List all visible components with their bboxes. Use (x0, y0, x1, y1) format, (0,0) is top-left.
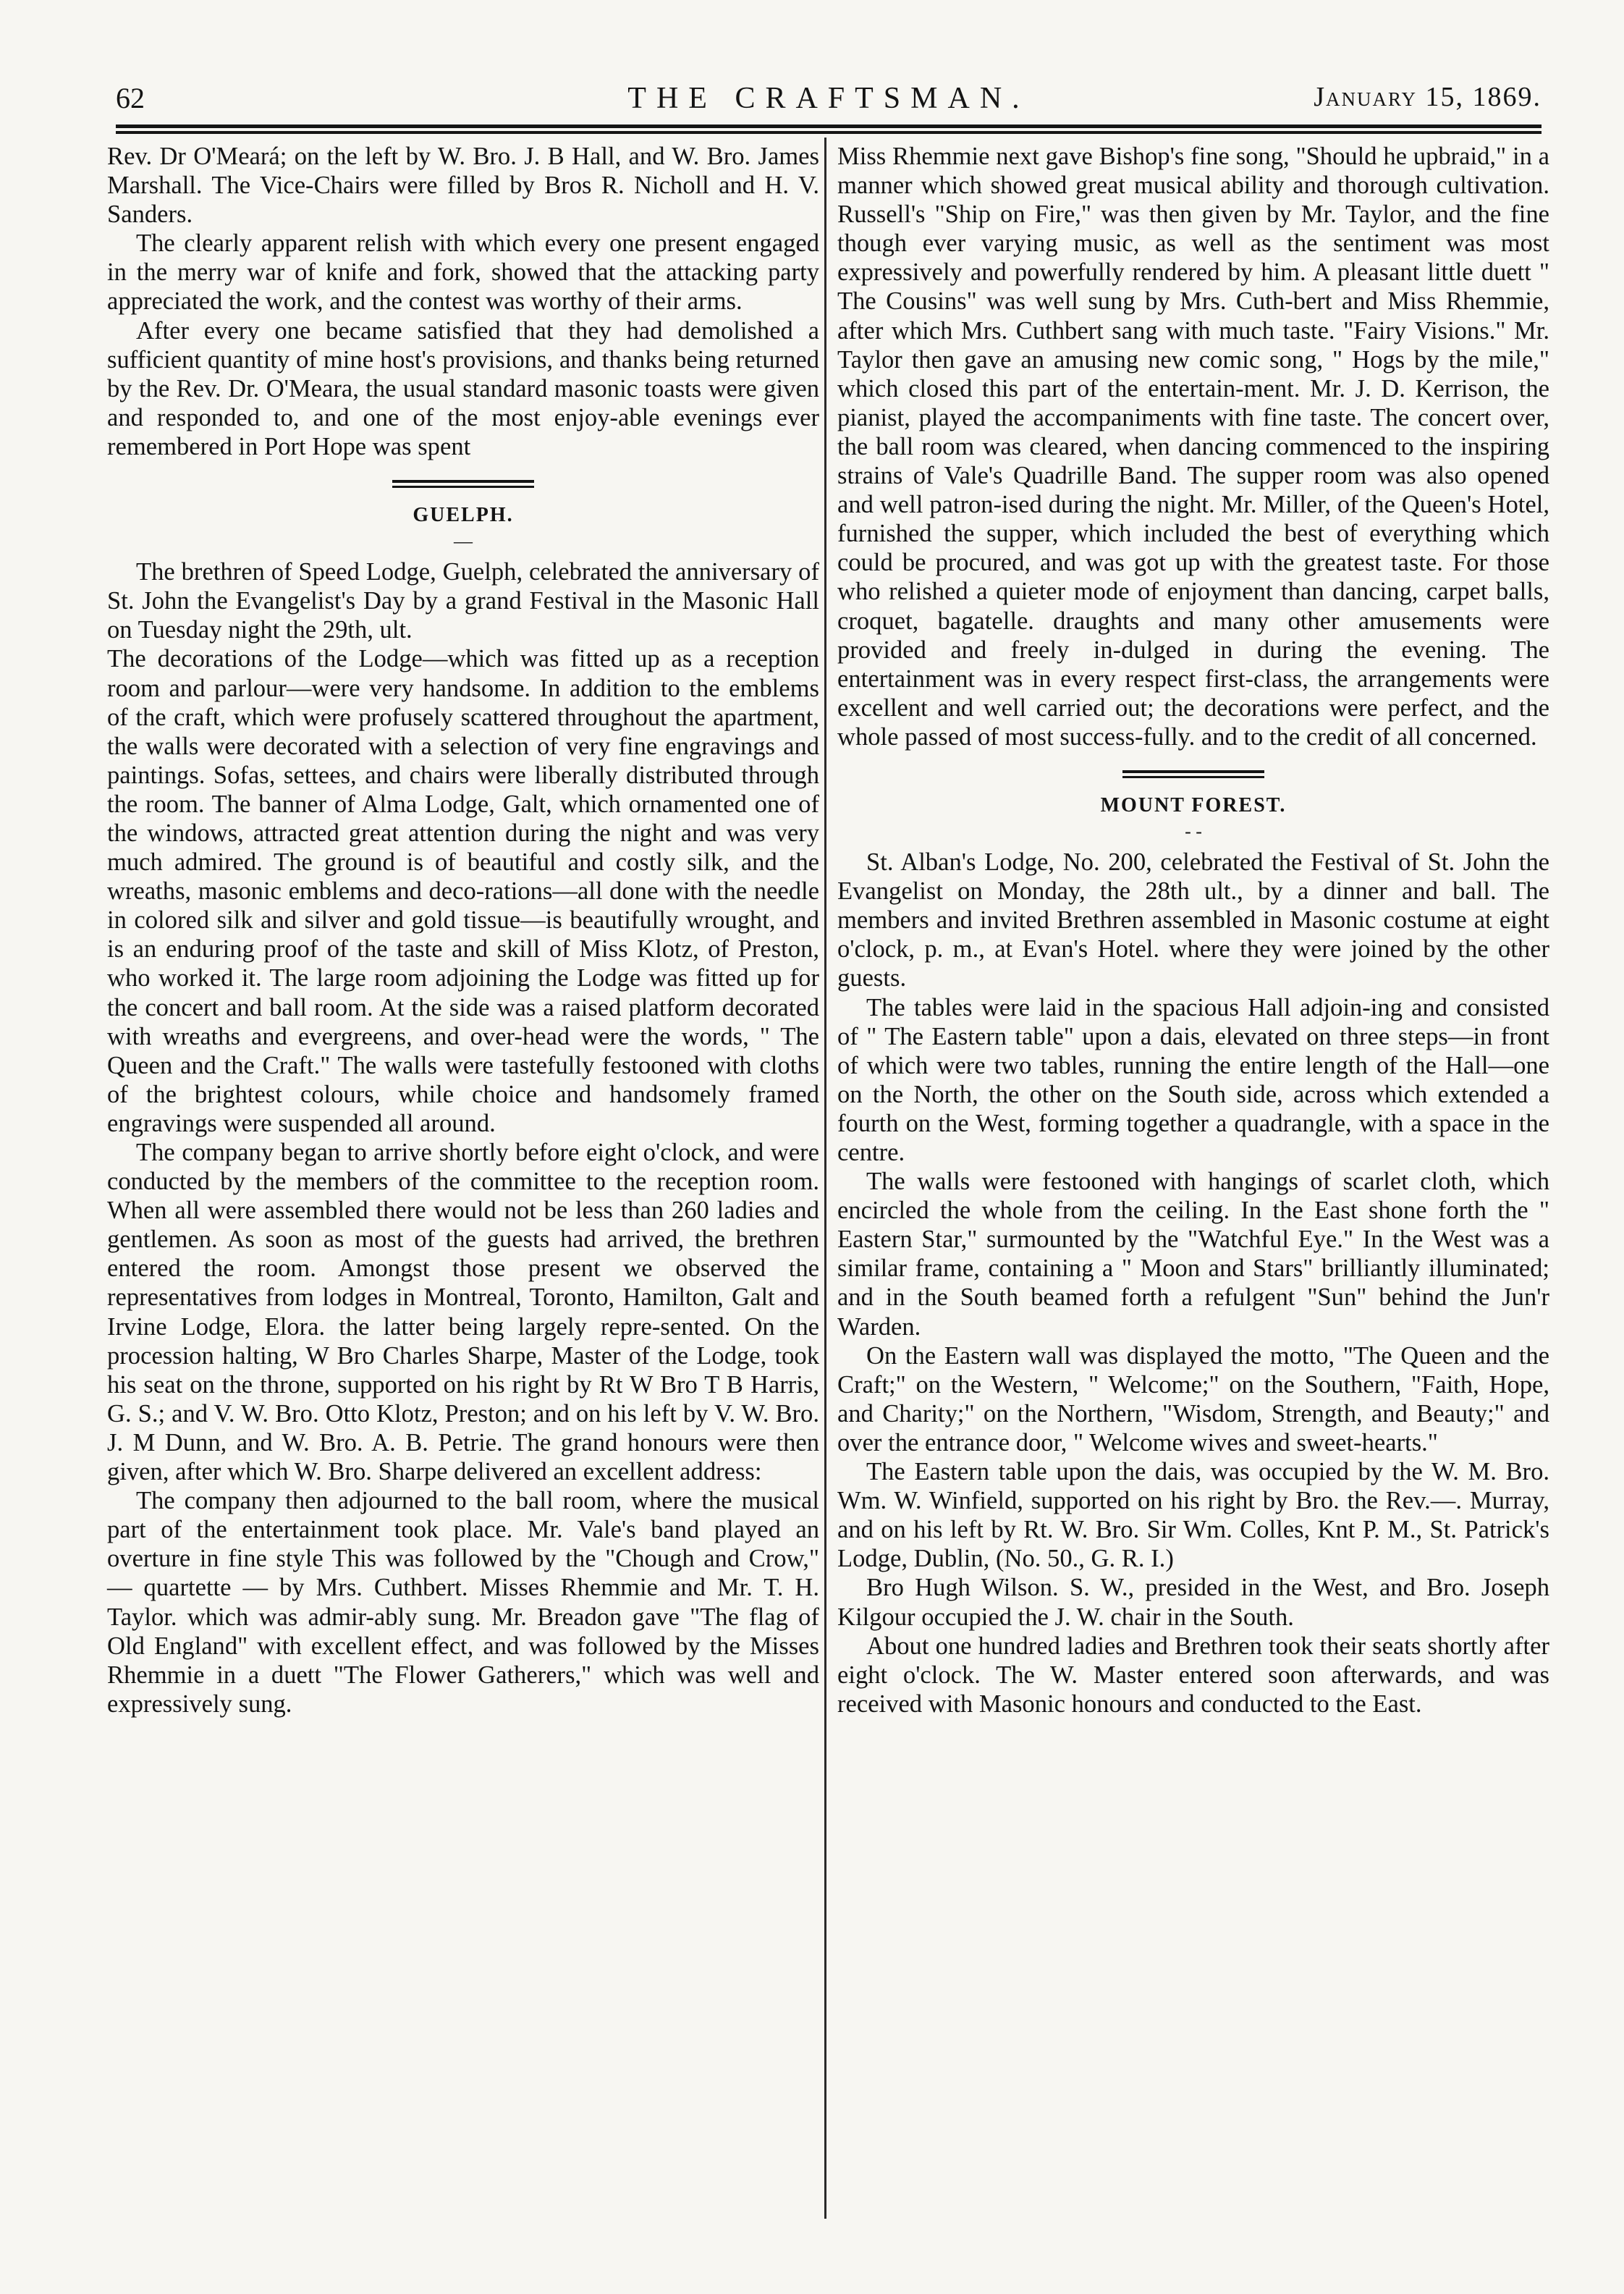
section-heading-mount-forest: MOUNT FOREST. (1100, 793, 1287, 817)
article-paragraph: The company then adjourned to the ball room, where the musical part of the entertainment took place. Mr. Vale's band played an overture in fine style This was followed by the "Chough and Crow," — quartette — by Mrs. Cuthbert. Misses Rhemmie and Mr. T. H. Taylor. which was admir-ably sung. Mr. Breadon gave "The flag of Old England" with excellent effect, and was followed by the Misses Rhemmie in a duett "The Flower Gatherers," which was well and expressively sung. (107, 1487, 819, 1718)
article-paragraph: The decorations of the Lodge—which was fitted up as a reception room and parlour—were very handsome. In addition to the emblems of the craft, which were profusely scattered throughout the apartment, the walls were decorated with a selection of very fine engravings and paintings. Sofas, settees, and chairs were liberally distributed through the room. The banner of Alma Lodge, Galt, which ornamented one of the windows, attracted great attention during the night and was very much admired. The ground is of beautiful and costly silk, and the wreaths, masonic emblems and deco-rations—all done with the needle in colored silk and silver and gold tissue—is beautifully wrought, and is an enduring proof of the taste and skill of Miss Klotz, of Preston, who worked it. The large room adjoining the Lodge was fitted up for the concert and ball room. At the side was a raised platform decorated with wreaths and evergreens, and over-head were the words, " The Queen and the Craft." The walls were tastefully festooned with cloths of the brightest colours, while choice and handsomely framed engravings were suspended all around. (107, 645, 819, 1137)
left-column (107, 142, 819, 1719)
page-header (116, 81, 1541, 125)
right-column (837, 142, 1549, 1719)
publication-title: THE CRAFTSMAN. (627, 82, 1030, 115)
article-paragraph: The tables were laid in the spacious Hall adjoin-ing and consisted of " The Eastern table" upon a dais, elevated on three steps—in front of which were two tables, running the entire length of the Hall—one on the North, the other on the South side, across which extended a fourth on the West, forming together a quadrangle, with a space in the centre. (837, 993, 1549, 1166)
header-rule-thin (116, 131, 1541, 134)
article-paragraph: The walls were festooned with hangings of scarlet cloth, which encircled the whole from the ceiling. In the East shone forth the " Eastern Star," surmounted by the "Watchful Eye." In the West was a similar frame, containing a " Moon and Stars" brilliantly illuminated; and in the South beamed forth a refulgent "Sun" behind the Jun'r Warden. (837, 1168, 1549, 1341)
article-paragraph: The brethren of Speed Lodge, Guelph, celebrated the anniversary of St. John the Evangelist's Day by a grand Festival in the Masonic Hall on Tuesday night the 29th, ult. (107, 558, 819, 644)
section-separator (107, 480, 819, 488)
article-paragraph: St. Alban's Lodge, No. 200, celebrated the Festival of St. John the Evangelist on Monday, the 28th ult., by a dinner and ball. The members and invited Brethren assembled in Masonic costume at eight o'clock, p. m., at Evan's Hotel. where they were joined by the other guests. (837, 848, 1549, 992)
section-separator (837, 770, 1549, 778)
article-paragraph: The Eastern table upon the dais, was occupied by the W. M. Bro. Wm. W. Winfield, supported on his right by Bro. the Rev.—. Murray, and on his left by Rt. W. Bro. Sir Wm. Colles, Knt P. M., St. Patrick's Lodge, Dublin, (No. 50., G. R. I.) (837, 1458, 1549, 1573)
section-dash: — (454, 531, 473, 552)
article-paragraph: About one hundred ladies and Brethren took their seats shortly after eight o'clock. The W. Master entered soon afterwards, and was received with Masonic honours and conducted to the East. (837, 1632, 1549, 1718)
column-divider (824, 138, 826, 2219)
page-number: 62 (116, 82, 145, 114)
article-paragraph: The company began to arrive shortly before eight o'clock, and were conducted by the members of the committee to the reception room. When all were assembled there would not be less than 260 ladies and gentlemen. As soon as most of the guests had arrived, the brethren entered the room. Amongst those present we observed the representatives from lodges in Montreal, Toronto, Hamilton, Galt and Irvine Lodge, Elora. the latter being largely repre-sented. On the procession halting, W Bro Charles Sharpe, Master of the Lodge, took his seat on the throne, supported on his right by Rt W Bro T B Harris, G. S.; and V. W. Bro. Otto Klotz, Preston; and on his left by V. W. Bro. J. M Dunn, and W. Bro. A. B. Petrie. The grand honours were then given, after which W. Bro. Sharpe delivered an excellent address: (107, 1139, 819, 1486)
header-rule-thick (116, 125, 1541, 128)
issue-date: January 15, 1869. (1314, 82, 1541, 112)
section-heading-guelph: GUELPH. (413, 504, 514, 527)
article-paragraph: Miss Rhemmie next gave Bishop's fine song, "Should he upbraid," in a manner which showed great musical ability and thorough cultivation. Russell's "Ship on Fire," was then given by Mr. Taylor, and the fine though ever varying music, as well as the sentiment was most expressively and powerfully rendered by him. A pleasant little duett " The Cousins" was well sung by Mrs. Cuth-bert and Miss Rhemmie, after which Mrs. Cuthbert sang with much taste. "Fairy Visions." Mr. Taylor then gave an amusing new comic song, " Hogs by the mile," which closed this part of the entertain-ment. Mr. J. D. Kerrison, the pianist, played the accompaniments with fine taste. The concert over, the ball room was cleared, when dancing commenced to the inspiring strains of Vale's Quadrille Band. The supper room was also opened and well patron-ised during the night. Mr. Miller, of the Queen's Hotel, furnished the supper, which included the best of everything which could be procured, and was got up with the greatest taste. For those who relished a quieter mode of enjoyment than dancing, carpet balls, croquet, bagatelle. draughts and many other amusements were provided and freely in-dulged in during the evening. The entertainment was in every respect first-class, the arrangements were excellent and well carried out; the decorations were perfect, and the whole passed of most success-fully. and to the credit of all concerned. (837, 143, 1549, 751)
article-paragraph: Bro Hugh Wilson. S. W., presided in the West, and Bro. Joseph Kilgour occupied the J. W. chair in the South. (837, 1574, 1549, 1631)
article-paragraph: Rev. Dr O'Meará; on the left by W. Bro. J. B Hall, and W. Bro. James Marshall. The Vice-Chairs were filled by Bros R. Nicholl and H. V. Sanders. (107, 143, 819, 229)
article-paragraph: The clearly apparent relish with which every one present engaged in the merry war of knife and fork, showed that the attacking party appreciated the work, and the contest was worthy of their arms. (107, 229, 819, 316)
article-paragraph: On the Eastern wall was displayed the motto, "The Queen and the Craft;" on the Western, " Welcome;" on the Southern, "Faith, Hope, and Charity;" on the Northern, "Wisdom, Strength, and Beauty;" and over the entrance door, " Welcome wives and sweet-hearts." (837, 1341, 1549, 1456)
section-dash: - - (1185, 821, 1202, 843)
article-paragraph: After every one became satisfied that they had demolished a sufficient quantity of mine host's provisions, and thanks being returned by the Rev. Dr. O'Meara, the usual standard masonic toasts were given and responded to, and one of the most enjoy-able evenings ever remembered in Port Hope was spent (107, 316, 819, 460)
